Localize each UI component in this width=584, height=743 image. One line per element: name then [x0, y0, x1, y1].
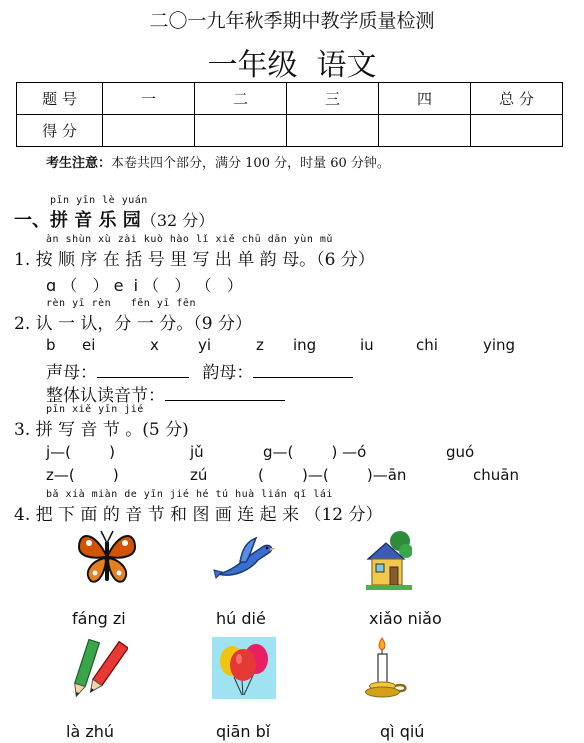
- bird-icon[interactable]: [212, 536, 278, 582]
- cell-part-1: 一: [103, 83, 195, 115]
- exam-notice: [46, 152, 390, 171]
- butterfly-icon[interactable]: [75, 527, 139, 587]
- q2-shengmu-row: [46, 358, 353, 383]
- q2-title: 2. 认 一 认，分 一 分。（9 分）: [14, 314, 252, 334]
- cell-part-2: 二: [195, 83, 287, 115]
- q2-item: ei: [82, 336, 96, 354]
- q2-item: b: [46, 336, 56, 354]
- q3-title: 3. 拼 写 音 节 。(5 分): [14, 420, 189, 440]
- q3-row1-a[interactable]: j—( ): [46, 443, 116, 461]
- notice-text: 本卷共四个部分，满分 100 分，时量 60 分钟。: [111, 156, 390, 171]
- zhengti-blank[interactable]: [165, 400, 285, 401]
- q3-row1-c[interactable]: g—( ) —ó: [263, 443, 367, 461]
- yunmu-label: 韵母：: [202, 363, 254, 383]
- picture-label[interactable]: fáng zi: [72, 609, 126, 628]
- cell-part-4: 四: [379, 83, 471, 115]
- q2-item: chi: [416, 336, 438, 354]
- picture-label[interactable]: qì qiú: [380, 722, 425, 741]
- picture-label[interactable]: hú dié: [216, 609, 266, 628]
- shengmu-blank[interactable]: [97, 377, 189, 378]
- q3-row2-b: zú: [190, 466, 208, 484]
- score-input-1[interactable]: [103, 115, 195, 147]
- q3-row2-d: chuān: [473, 466, 519, 484]
- zhengti-label: 整体认读音节：: [46, 386, 165, 406]
- picture-label[interactable]: là zhú: [66, 722, 115, 741]
- q3-row1-d: guó: [446, 443, 475, 461]
- section1-title-text: 一、拼 音 乐 园: [14, 210, 141, 231]
- pencils-icon[interactable]: [68, 634, 128, 700]
- score-input-4[interactable]: [379, 115, 471, 147]
- q4-pinyin: bǎ xià miàn de yīn jié hé tú huà lián qǐ lái: [46, 489, 333, 500]
- q2-zhengti-row: [46, 381, 285, 406]
- q3-row1-b: jǔ: [190, 443, 204, 461]
- q2-item: ying: [483, 336, 516, 354]
- q3-row2-a[interactable]: z—( ): [46, 466, 119, 484]
- q1-answer-line[interactable]: ɑ （ ） e i （ ） （ ）: [46, 276, 243, 295]
- cell-part-3: 三: [287, 83, 379, 115]
- score-input-3[interactable]: [287, 115, 379, 147]
- picture-label[interactable]: qiān bǐ: [216, 722, 271, 741]
- section1-score: （32 分）: [140, 211, 215, 230]
- section1-pinyin: pīn yīn lè yuán: [50, 195, 148, 206]
- q1-pinyin: àn shùn xù zài kuò hào lǐ xiě chū dān yùn mǔ: [46, 234, 333, 245]
- section1-title: [14, 206, 214, 232]
- q2-item: z: [256, 336, 264, 354]
- score-table: [16, 82, 563, 147]
- q4-title: 4. 把 下 面 的 音 节 和 图 画 连 起 来 （12 分）: [14, 505, 383, 525]
- q2-item: yi: [198, 336, 212, 354]
- cell-label-defen: 得 分: [17, 115, 103, 147]
- cell-total: 总 分: [471, 83, 563, 115]
- q2-item: x: [150, 336, 159, 354]
- notice-label: 考生注意：: [46, 156, 112, 171]
- yunmu-blank[interactable]: [253, 377, 353, 378]
- score-table-header-row: [17, 83, 563, 115]
- q2-pinyin: rèn yī rèn fēn yī fēn: [46, 298, 196, 309]
- q3-pinyin: pīn xiě yīn jié: [46, 404, 144, 415]
- picture-label[interactable]: xiǎo niǎo: [369, 609, 442, 628]
- q1-title: 1. 按 顺 序 在 括 号 里 写 出 单 韵 母。（6 分）: [14, 250, 375, 270]
- q2-item: iu: [360, 336, 374, 354]
- balloons-icon[interactable]: [212, 637, 276, 699]
- cell-label-tihao: 题 号: [17, 83, 103, 115]
- exam-title: 二〇一九年秋季期中教学质量检测: [149, 10, 435, 32]
- q3-row2-c[interactable]: ( )—( )—ān: [258, 466, 407, 484]
- score-input-total[interactable]: [471, 115, 563, 147]
- subject-title: 一年级 语文: [207, 48, 377, 83]
- house-icon[interactable]: [366, 529, 412, 591]
- shengmu-label: 声母：: [46, 363, 97, 383]
- score-input-2[interactable]: [195, 115, 287, 147]
- score-table-score-row: [17, 115, 563, 147]
- candle-icon[interactable]: [365, 634, 415, 700]
- q2-item: ing: [293, 336, 317, 354]
